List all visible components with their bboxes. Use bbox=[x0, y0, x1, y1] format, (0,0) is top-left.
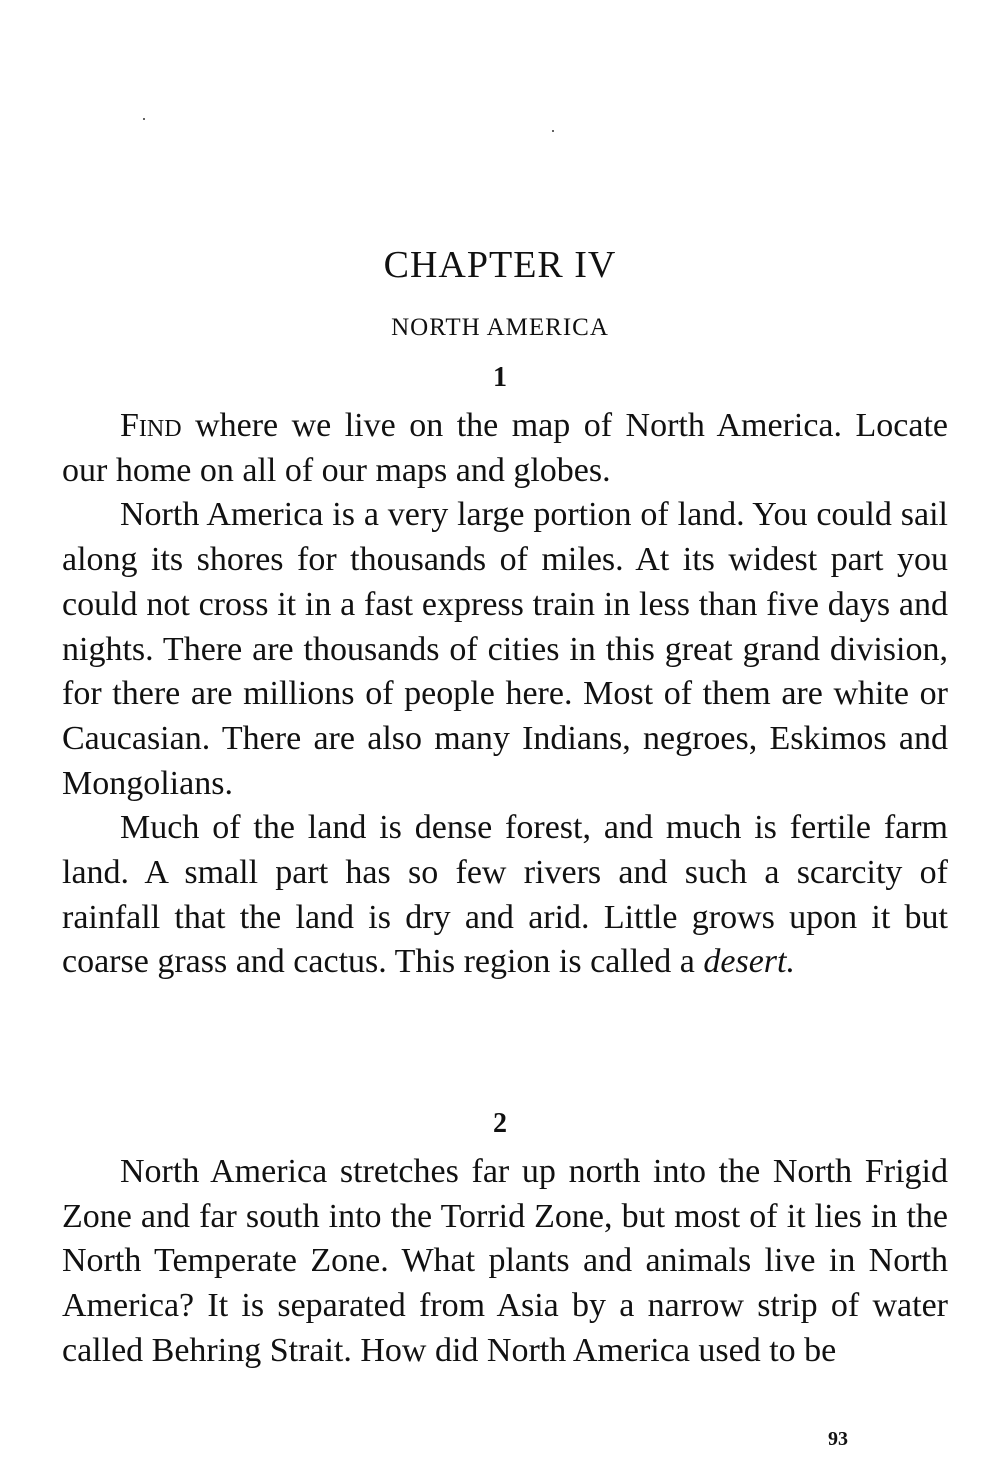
page-number: 93 bbox=[828, 1428, 848, 1450]
print-speck bbox=[552, 130, 554, 132]
print-speck bbox=[143, 118, 145, 120]
chapter-heading: CHAPTER IV bbox=[383, 244, 617, 286]
section-body bbox=[62, 1150, 948, 1374]
section-number: 2 bbox=[493, 1108, 507, 1139]
paragraph bbox=[62, 806, 948, 985]
section-body bbox=[62, 404, 948, 985]
emphasis-term: desert. bbox=[703, 943, 795, 981]
paragraph bbox=[62, 404, 948, 493]
paragraph-text: Much of the land is dense forest, and much is fertile farm land. A small part has so few rivers and such a scarcity of rainfall that the land is dry and arid. Little grows upon it but coarse grass and cactus. This region is called a bbox=[62, 809, 948, 981]
paragraph bbox=[62, 1150, 948, 1374]
section-number: 1 bbox=[493, 362, 507, 393]
paragraph-text: North America stretches far up north into the North Frigid Zone and far south into the Torrid Zone, but most of it lies in the North Temperate Zone. What plants and animals live in North America? It is separated from Asia by a narrow strip of water called Behring Strait. How did North America used to be bbox=[62, 1153, 948, 1369]
paragraph-lead-word: Find bbox=[120, 407, 182, 444]
paragraph-text: North America is a very large portion of land. You could sail along its shores for thousands of miles. At its widest part you could not cross it in a fast express train in less than five days and nights. There are thousands of cities in this great grand division, for there are millions of people here. Most of them are white or Caucasian. There are also many Indians, negroes, Eskimos and Mongolians. bbox=[62, 496, 948, 802]
paragraph bbox=[62, 493, 948, 806]
paragraph-text: where we live on the map of North America. Locate our home on all of our maps and globes. bbox=[62, 407, 948, 489]
chapter-subtitle: NORTH AMERICA bbox=[391, 314, 609, 341]
